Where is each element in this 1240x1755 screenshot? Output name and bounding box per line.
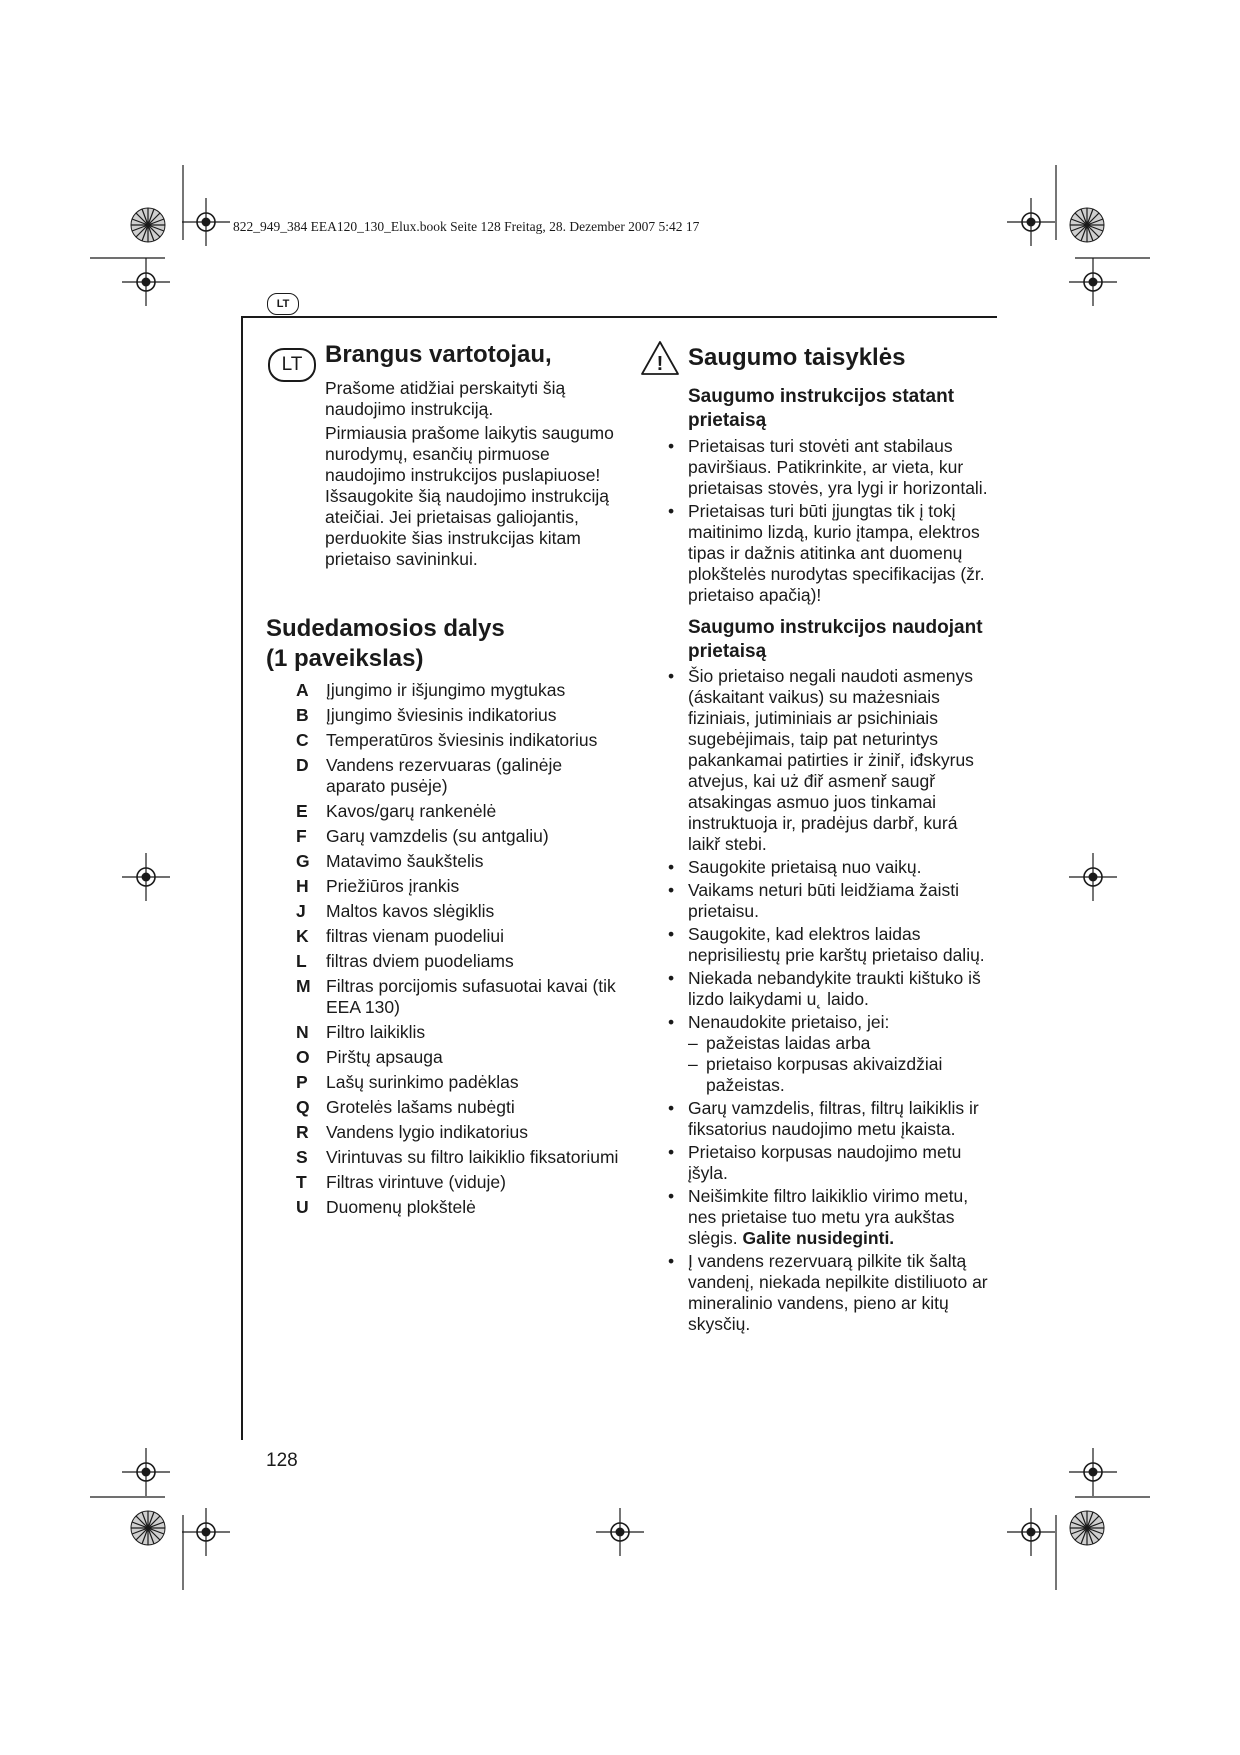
registration-mark-icon <box>122 1448 170 1496</box>
warning-emphasis: Galite nusideginti. <box>742 1228 895 1248</box>
dash-icon: – <box>688 1054 698 1074</box>
list-item <box>266 755 626 797</box>
list-item-text: Prietaisas turi stovėti ant stabilaus paviršiaus. Patikrinkite, ar vieta, kur prietaisas stovės, yra lygi ir horizontali. <box>688 436 988 498</box>
part-label: Filtras porcijomis sufasuotai kavai (tik EEA 130) <box>326 976 616 1017</box>
list-item <box>668 924 988 966</box>
part-label: filtras vienam puodeliui <box>326 926 505 946</box>
list-item <box>668 1186 988 1249</box>
color-bar-icon <box>131 1511 165 1545</box>
part-label: Pirštų apsauga <box>326 1047 443 1067</box>
part-letter: L <box>296 951 307 971</box>
print-header: 822_949_384 EEA120_130_Elux.book Seite 128 Freitag, 28. Dezember 2007 5:42 17 <box>233 219 700 234</box>
page-title: Brangus vartotojau, <box>325 341 552 368</box>
part-label: Maltos kavos slėgiklis <box>326 901 495 921</box>
language-badge: LT <box>267 293 299 315</box>
list-item <box>266 901 626 922</box>
bullet-icon: • <box>668 666 675 686</box>
top-rule <box>241 316 997 318</box>
part-letter: J <box>296 901 306 921</box>
registration-mark-icon <box>1069 853 1117 901</box>
part-letter: H <box>296 876 309 896</box>
list-item <box>266 1072 626 1093</box>
part-label: Filtras virintuve (viduje) <box>326 1172 506 1192</box>
list-item <box>668 880 988 922</box>
parts-title-line: Sudedamosios dalys <box>266 615 505 642</box>
bullet-icon: • <box>668 924 675 944</box>
list-item <box>266 801 626 822</box>
part-letter: R <box>296 1122 309 1142</box>
list-item <box>266 680 626 701</box>
list-item <box>668 1251 988 1335</box>
parts-title-line: (1 paveikslas) <box>266 645 424 672</box>
part-label: Virintuvas su filtro laikiklio fiksatoriumi <box>326 1147 619 1167</box>
part-label: filtras dviem puodeliams <box>326 951 514 971</box>
list-item <box>668 666 988 855</box>
list-item <box>668 436 988 499</box>
part-label: Garų vamzdelis (su antgaliu) <box>326 826 549 846</box>
part-label: Duomenų plokštelė <box>326 1197 476 1217</box>
bullet-icon: • <box>668 1186 675 1206</box>
list-item-text: prietaiso korpusas akivaizdžiai pažeistas. <box>706 1054 943 1095</box>
list-item-text: Šio prietaiso negali naudoti asmenys (áskaitant vaikus) su mażesniais fiziniais, jutiminiais ar psichiniais sugebėjimais, taip pat neturintys pakankamai patirties ir żiniř, iđskyrus atvejus, kai uż điř asmenř saugř atsakingas asmuo juos tinkamai instruktuoja ir, pradėjus darbř, kurá laikř stebi. <box>688 666 974 854</box>
registration-mark-icon <box>182 1508 230 1556</box>
color-bar-icon <box>1070 1511 1104 1545</box>
part-label: Įjungimo ir išjungimo mygtukas <box>326 680 566 700</box>
registration-mark-icon <box>596 1508 644 1556</box>
part-label: Priežiūros įrankis <box>326 876 460 896</box>
registration-mark-icon <box>1069 1448 1117 1496</box>
warning-symbol: ! <box>656 353 664 375</box>
warning-triangle-icon <box>640 340 680 376</box>
bullet-icon: • <box>668 1098 675 1118</box>
list-item <box>668 968 988 1010</box>
intro-text <box>325 378 615 573</box>
page-number: 128 <box>266 1450 298 1471</box>
part-letter: M <box>296 976 311 996</box>
list-item-text: Nenaudokite prietaiso, jei: <box>688 1012 890 1032</box>
part-letter: C <box>296 730 309 750</box>
part-letter: N <box>296 1022 309 1042</box>
list-item <box>266 1147 626 1168</box>
list-item <box>668 1098 988 1140</box>
part-label: Įjungimo šviesinis indikatorius <box>326 705 557 725</box>
list-item-text: Saugokite prietaisą nuo vaikų. <box>688 857 922 877</box>
list-item-text: Neišimkite filtro laikiklio virimo metu, nes prietaise tuo metu yra aukštas slėgis. <box>688 1186 969 1248</box>
list-item <box>266 1197 626 1218</box>
parts-list <box>266 680 626 1222</box>
list-item-text: Saugokite, kad elektros laidas neprisiliestų prie karštų prietaiso dalių. <box>688 924 985 965</box>
list-item <box>266 1022 626 1043</box>
list-item <box>266 851 626 872</box>
list-item <box>266 730 626 751</box>
part-letter: F <box>296 826 307 846</box>
part-letter: B <box>296 705 309 725</box>
safety-subheading: Saugumo instrukcijos statant prietaisą <box>688 386 955 431</box>
bullet-icon: • <box>668 968 675 988</box>
bullet-icon: • <box>668 1142 675 1162</box>
list-item-text: Niekada nebandykite traukti kištuko iš lizdo laikydami u˛ laido. <box>688 968 981 1009</box>
part-label: Filtro laikiklis <box>326 1022 426 1042</box>
list-item <box>266 951 626 972</box>
language-badge-large: LT <box>268 348 316 382</box>
list-item <box>668 1012 988 1096</box>
part-letter: K <box>296 926 309 946</box>
part-letter: P <box>296 1072 308 1092</box>
part-label: Lašų surinkimo padėklas <box>326 1072 519 1092</box>
part-letter: D <box>296 755 309 775</box>
list-item <box>266 1047 626 1068</box>
list-item-text: pažeistas laidas arba <box>706 1033 871 1053</box>
color-bar-icon <box>131 208 165 242</box>
list-item <box>266 826 626 847</box>
dash-icon: – <box>688 1033 698 1053</box>
part-label: Kavos/garų rankenėlė <box>326 801 497 821</box>
part-letter: O <box>296 1047 310 1067</box>
list-item <box>266 1097 626 1118</box>
part-label: Vandens lygio indikatorius <box>326 1122 529 1142</box>
safety-subheading: Saugumo instrukcijos naudojant prietaisą <box>688 617 983 662</box>
part-label: Temperatūros šviesinis indikatorius <box>326 730 598 750</box>
part-letter: U <box>296 1197 309 1217</box>
part-label: Matavimo šaukštelis <box>326 851 484 871</box>
list-item-text: Į vandens rezervuarą pilkite tik šaltą vandenį, niekada nepilkite distiliuoto ar mineralinio vandens, pieno ar kitų skysčių. <box>688 1251 988 1334</box>
registration-mark-icon <box>1069 258 1117 306</box>
intro-paragraph: Pirmiausia prašome laikytis saugumo nurodymų, esančių pirmuose naudojimo instrukcijos puslapiuose! Išsaugokite šią naudojimo instrukciją ateičiai. Jei prietaisas galiojantis, perduokite šias instrukcijas kitam prietaiso savininkui. <box>325 423 614 569</box>
bullet-icon: • <box>668 436 675 456</box>
left-rule <box>241 316 243 1440</box>
part-letter: E <box>296 801 308 821</box>
bullet-icon: • <box>668 1251 675 1271</box>
list-item-text: Garų vamzdelis, filtras, filtrų laikiklis ir fiksatorius naudojimo metu įkaista. <box>688 1098 979 1139</box>
list-item <box>266 1122 626 1143</box>
list-item <box>668 857 988 878</box>
part-letter: T <box>296 1172 307 1192</box>
bullet-icon: • <box>668 1012 675 1032</box>
bullet-icon: • <box>668 501 675 521</box>
registration-mark-icon <box>1007 1508 1055 1556</box>
bullet-icon: • <box>668 880 675 900</box>
part-letter: S <box>296 1147 308 1167</box>
registration-mark-icon <box>122 853 170 901</box>
registration-mark-icon <box>182 198 230 246</box>
parts-title <box>266 614 596 674</box>
registration-mark-icon <box>122 258 170 306</box>
list-item <box>266 976 626 1018</box>
safety-content <box>668 385 988 1337</box>
part-letter: G <box>296 851 310 871</box>
list-item <box>668 501 988 606</box>
part-letter: Q <box>296 1097 310 1117</box>
color-bar-icon <box>1070 208 1104 242</box>
list-item <box>266 705 626 726</box>
intro-paragraph: Prašome atidžiai perskaityti šią naudojimo instrukciją. <box>325 378 566 419</box>
safety-title: Saugumo taisyklės <box>688 344 906 371</box>
list-item-text: Vaikams neturi būti leidžiama žaisti prietaisu. <box>688 880 960 921</box>
list-item <box>668 1142 988 1184</box>
list-item <box>266 1172 626 1193</box>
list-item-text: Prietaisas turi būti įjungtas tik į tokį maitinimo lizdą, kurio įtampa, elektros tipas ir dažnis atitinka ant duomenų plokštelės nurodytas specifikacijas (žr. prietaiso apačią)! <box>688 501 985 605</box>
registration-mark-icon <box>1007 198 1055 246</box>
part-letter: A <box>296 680 309 700</box>
sub-list-item <box>688 1054 988 1096</box>
sub-list-item <box>688 1033 988 1054</box>
list-item <box>266 876 626 897</box>
part-label: Grotelės lašams nubėgti <box>326 1097 515 1117</box>
list-item <box>266 926 626 947</box>
bullet-icon: • <box>668 857 675 877</box>
list-item-text: Prietaiso korpusas naudojimo metu įšyla. <box>688 1142 962 1183</box>
part-label: Vandens rezervuaras (galinėje aparato pusėje) <box>326 755 563 796</box>
